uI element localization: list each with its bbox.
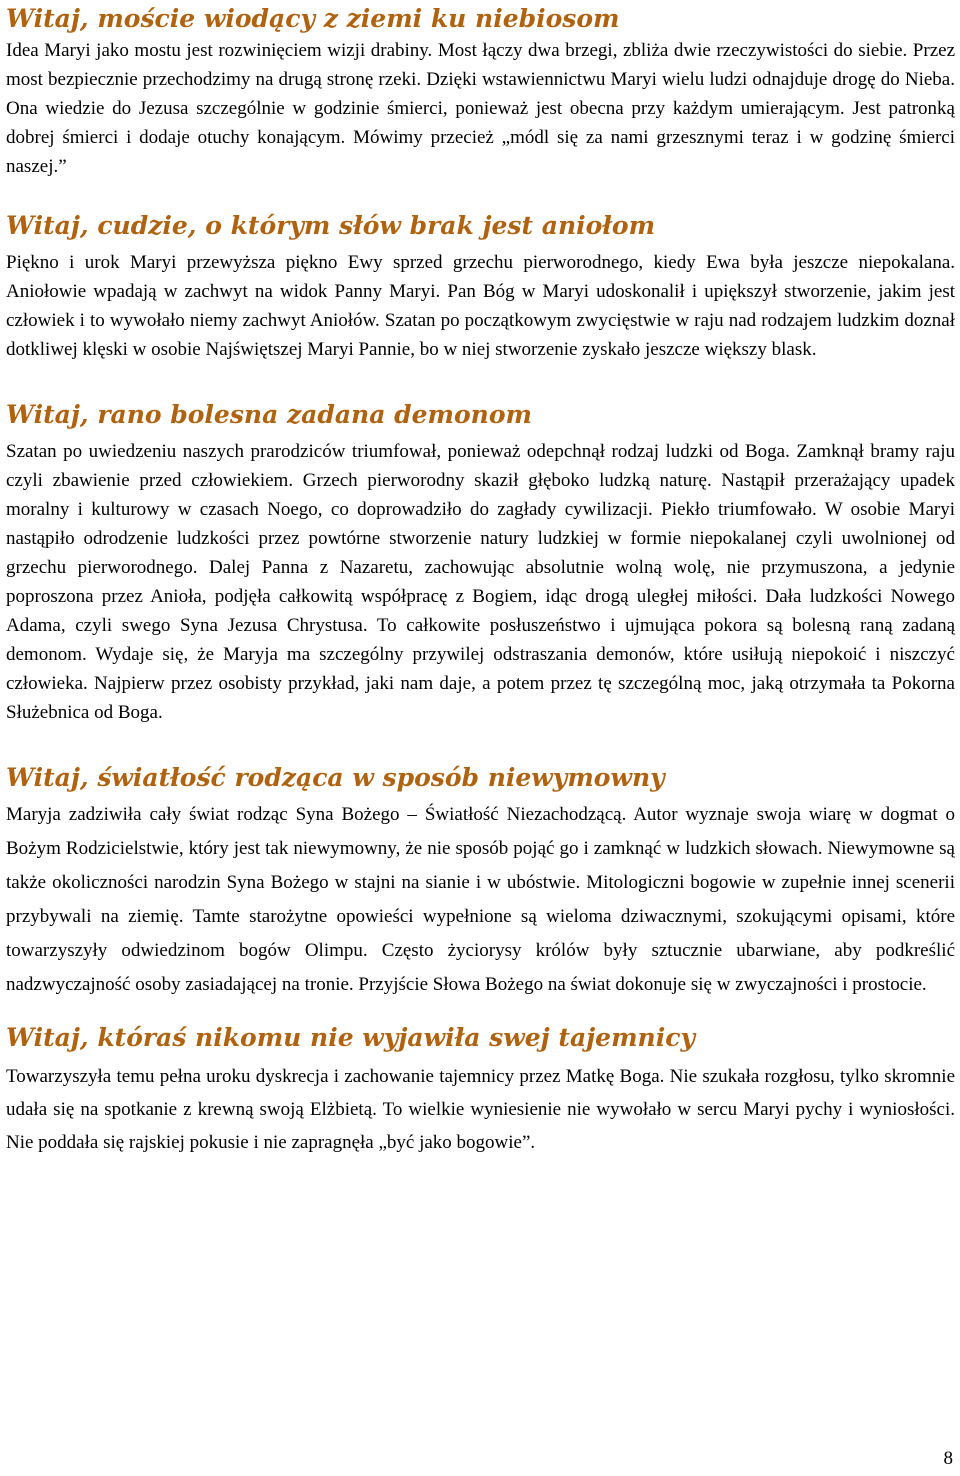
section-paragraph: Maryja zadziwiła cały świat rodząc Syna Bożego – Światłość Niezachodzącą. Autor wyznaje swoja wiarę w dogmat o Bożym Rodzicielstwie, który jest tak niewymowny, że nie sposób pojąć go i zamknąć w ludzkich słowach. Niewymowne są także okoliczności narodzin Syna Bożego w stajni na sianie i w ubóstwie. Mitologiczni bogowie w zupełnie innej scenerii przybywali na ziemię. Tamte starożytne opowieści wypełnione są wieloma dziwacznymi, szokującymi opisami, które towarzyszyły odwiedzinom bogów Olimpu. Często życiorysy królów były sztucznie ubarwiane, aby podkreślić nadzwyczajność osoby zasiadającej na tronie. Przyjście Słowa Bożego na świat dokonuje się w zwyczajności i prostocie.	[6, 804, 955, 995]
page-number: 8	[943, 1448, 953, 1469]
section-heading: Witaj, cudzie, o którym słów brak jest aniołom	[6, 211, 656, 240]
section-wound	[6, 399, 955, 727]
section-paragraph: Szatan po uwiedzeniu naszych prarodziców triumfował, ponieważ odepchnął rodzaj ludzki od Boga. Zamknął bramy raju czyli zbawienie przed człowiekiem. Grzech pierworodny skaził głęboko ludzką naturę. Nastąpił przerażający upadek moralny i kulturowy w czasach Noego, co doprowadziło do zagłady cywilizacji. Piekło triumfowało. W osobie Maryi nastąpiło odrodzenie ludzkości przez powtórne stworzenie natury ludzkiej w formie niepokalanej czyli uwolnionej od grzechu pierworodnego. Dalej Panna z Nazaretu, zachowując absolutnie wolną wolę, nie przymuszona, a jedynie poproszona przez Anioła, podjęła całkowitą współpracę z Bogiem, idąc drogą uległej miłości. Dała ludzkości Nowego Adama, czyli swego Syna Jezusa Chrystusa. To całkowite posłuszeństwo i ujmująca pokora są bolesną raną zadaną demonom. Wydaje się, że Maryja ma szczególny przywilej odstraszania demonów, które usiłują niepokoić i niszczyć człowieka. Najpierw przez osobisty przykład, jaki nam daje, a potem przez tę szczególną moc, jaką otrzymała ta Pokorna Służebnica od Boga.	[6, 441, 955, 723]
section-heading: Witaj, światłość rodząca w sposób niewymowny	[6, 763, 665, 792]
section-heading: Witaj, moście wiodący z ziemi ku niebiosom	[6, 4, 620, 33]
document-page	[6, 0, 955, 1159]
section-wonder	[6, 210, 955, 364]
section-paragraph: Towarzyszyła temu pełna uroku dyskrecja i zachowanie tajemnicy przez Matkę Boga. Nie szukała rozgłosu, tylko skromnie udała się na spotkanie z krewną swoją Elżbietą. To wielkie wyniesienie nie wywołało w sercu Maryi pychy i wyniosłości. Nie poddała się rajskiej pokusie i nie zapragnęła „być jako bogowie”.	[6, 1066, 955, 1153]
section-light	[6, 762, 955, 1002]
section-paragraph: Idea Maryi jako mostu jest rozwinięciem wizji drabiny. Most łączy dwa brzegi, zbliża dwie rzeczywistości do siebie. Przez most bezpiecznie przechodzimy na drugą stronę rzeki. Dzięki wstawiennictwu Maryi wielu ludzi odnajduje drogę do Nieba. Ona wiedzie do Jezusa szczególnie w godzinie śmierci, ponieważ jest obecna przy każdym umierającym. Jest patronką dobrej śmierci i dodaje otuchy konającym. Mówimy przecież „módl się za nami grzesznymi teraz i w godzinę śmierci naszej.”	[6, 40, 955, 177]
section-bridge	[6, 3, 955, 181]
section-secret	[6, 1022, 955, 1159]
section-heading: Witaj, któraś nikomu nie wyjawiła swej tajemnicy	[6, 1023, 695, 1052]
section-paragraph: Piękno i urok Maryi przewyższa piękno Ewy sprzed grzechu pierworodnego, kiedy Ewa była jeszcze niepokalana. Aniołowie wpadają w zachwyt na widok Panny Maryi. Pan Bóg w Maryi udoskonalił i upiększył stworzenie, jakim jest człowiek i to wywołało niemy zachwyt Aniołów. Szatan po początkowym zwycięstwie w raju nad rodzajem ludzkim doznał dotkliwej klęski w osobie Najświętszej Maryi Pannie, bo w niej stworzenie zyskało jeszcze większy blask.	[6, 252, 955, 360]
section-heading: Witaj, rano bolesna zadana demonom	[6, 400, 532, 429]
